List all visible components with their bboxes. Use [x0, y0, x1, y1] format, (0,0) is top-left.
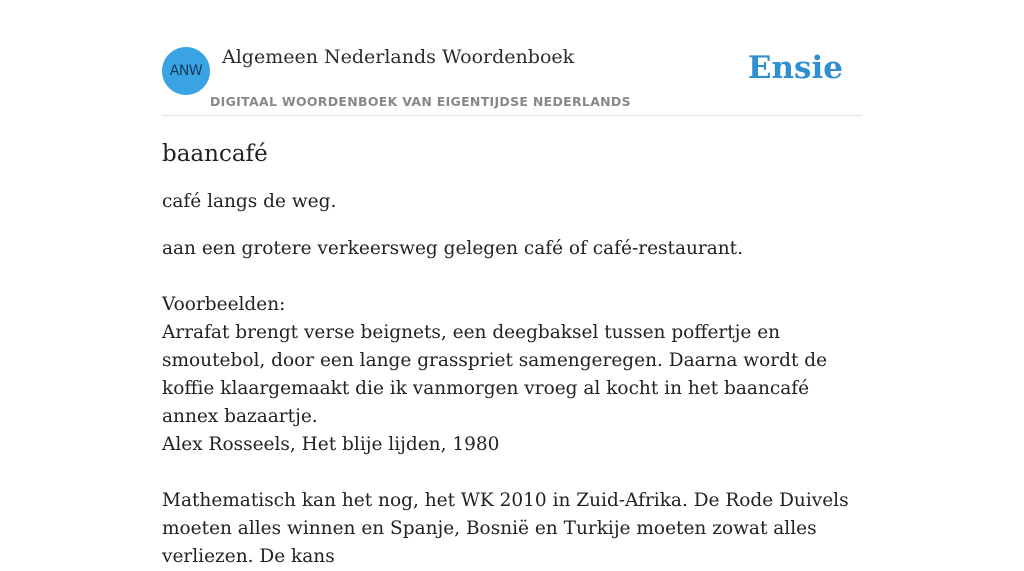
example-text: Arrafat brengt verse beignets, een deegbaksel tussen poffertje en smoutebol, door een lange grasspriet samengeregen. Daarna wordt de koffie klaargemaakt die ik vanmorgen vroeg al kocht in het baancafé annex bazaartje. [162, 322, 828, 427]
site-header [162, 40, 862, 116]
ensie-brand-link[interactable]: Ensie [747, 50, 843, 86]
example-source: Alex Rosseels, Het blije lijden, 1980 [162, 434, 500, 455]
spacer [162, 263, 867, 291]
spacer [162, 459, 867, 487]
anw-logo[interactable]: ANW [162, 47, 210, 95]
example-text: Mathematisch kan het nog, het WK 2010 in Zuid-Afrika. De Rode Duivels moeten alles winnen en Spanje, Bosnië en Turkije moeten zowat alles verliezen. De kans [162, 490, 849, 567]
header-divider [162, 115, 862, 116]
entry-content [162, 138, 867, 571]
entry-headword: baancafé [162, 141, 268, 167]
site-subtitle: DIGITAAL WOORDENBOEK VAN EIGENTIJDSE NEDERLANDS [210, 94, 631, 109]
short-definition: café langs de weg. [162, 191, 337, 212]
site-title[interactable]: Algemeen Nederlands Woordenboek [222, 46, 575, 68]
definition: aan een grotere verkeersweg gelegen café of café-restaurant. [162, 238, 743, 259]
examples-label: Voorbeelden: [162, 294, 286, 315]
